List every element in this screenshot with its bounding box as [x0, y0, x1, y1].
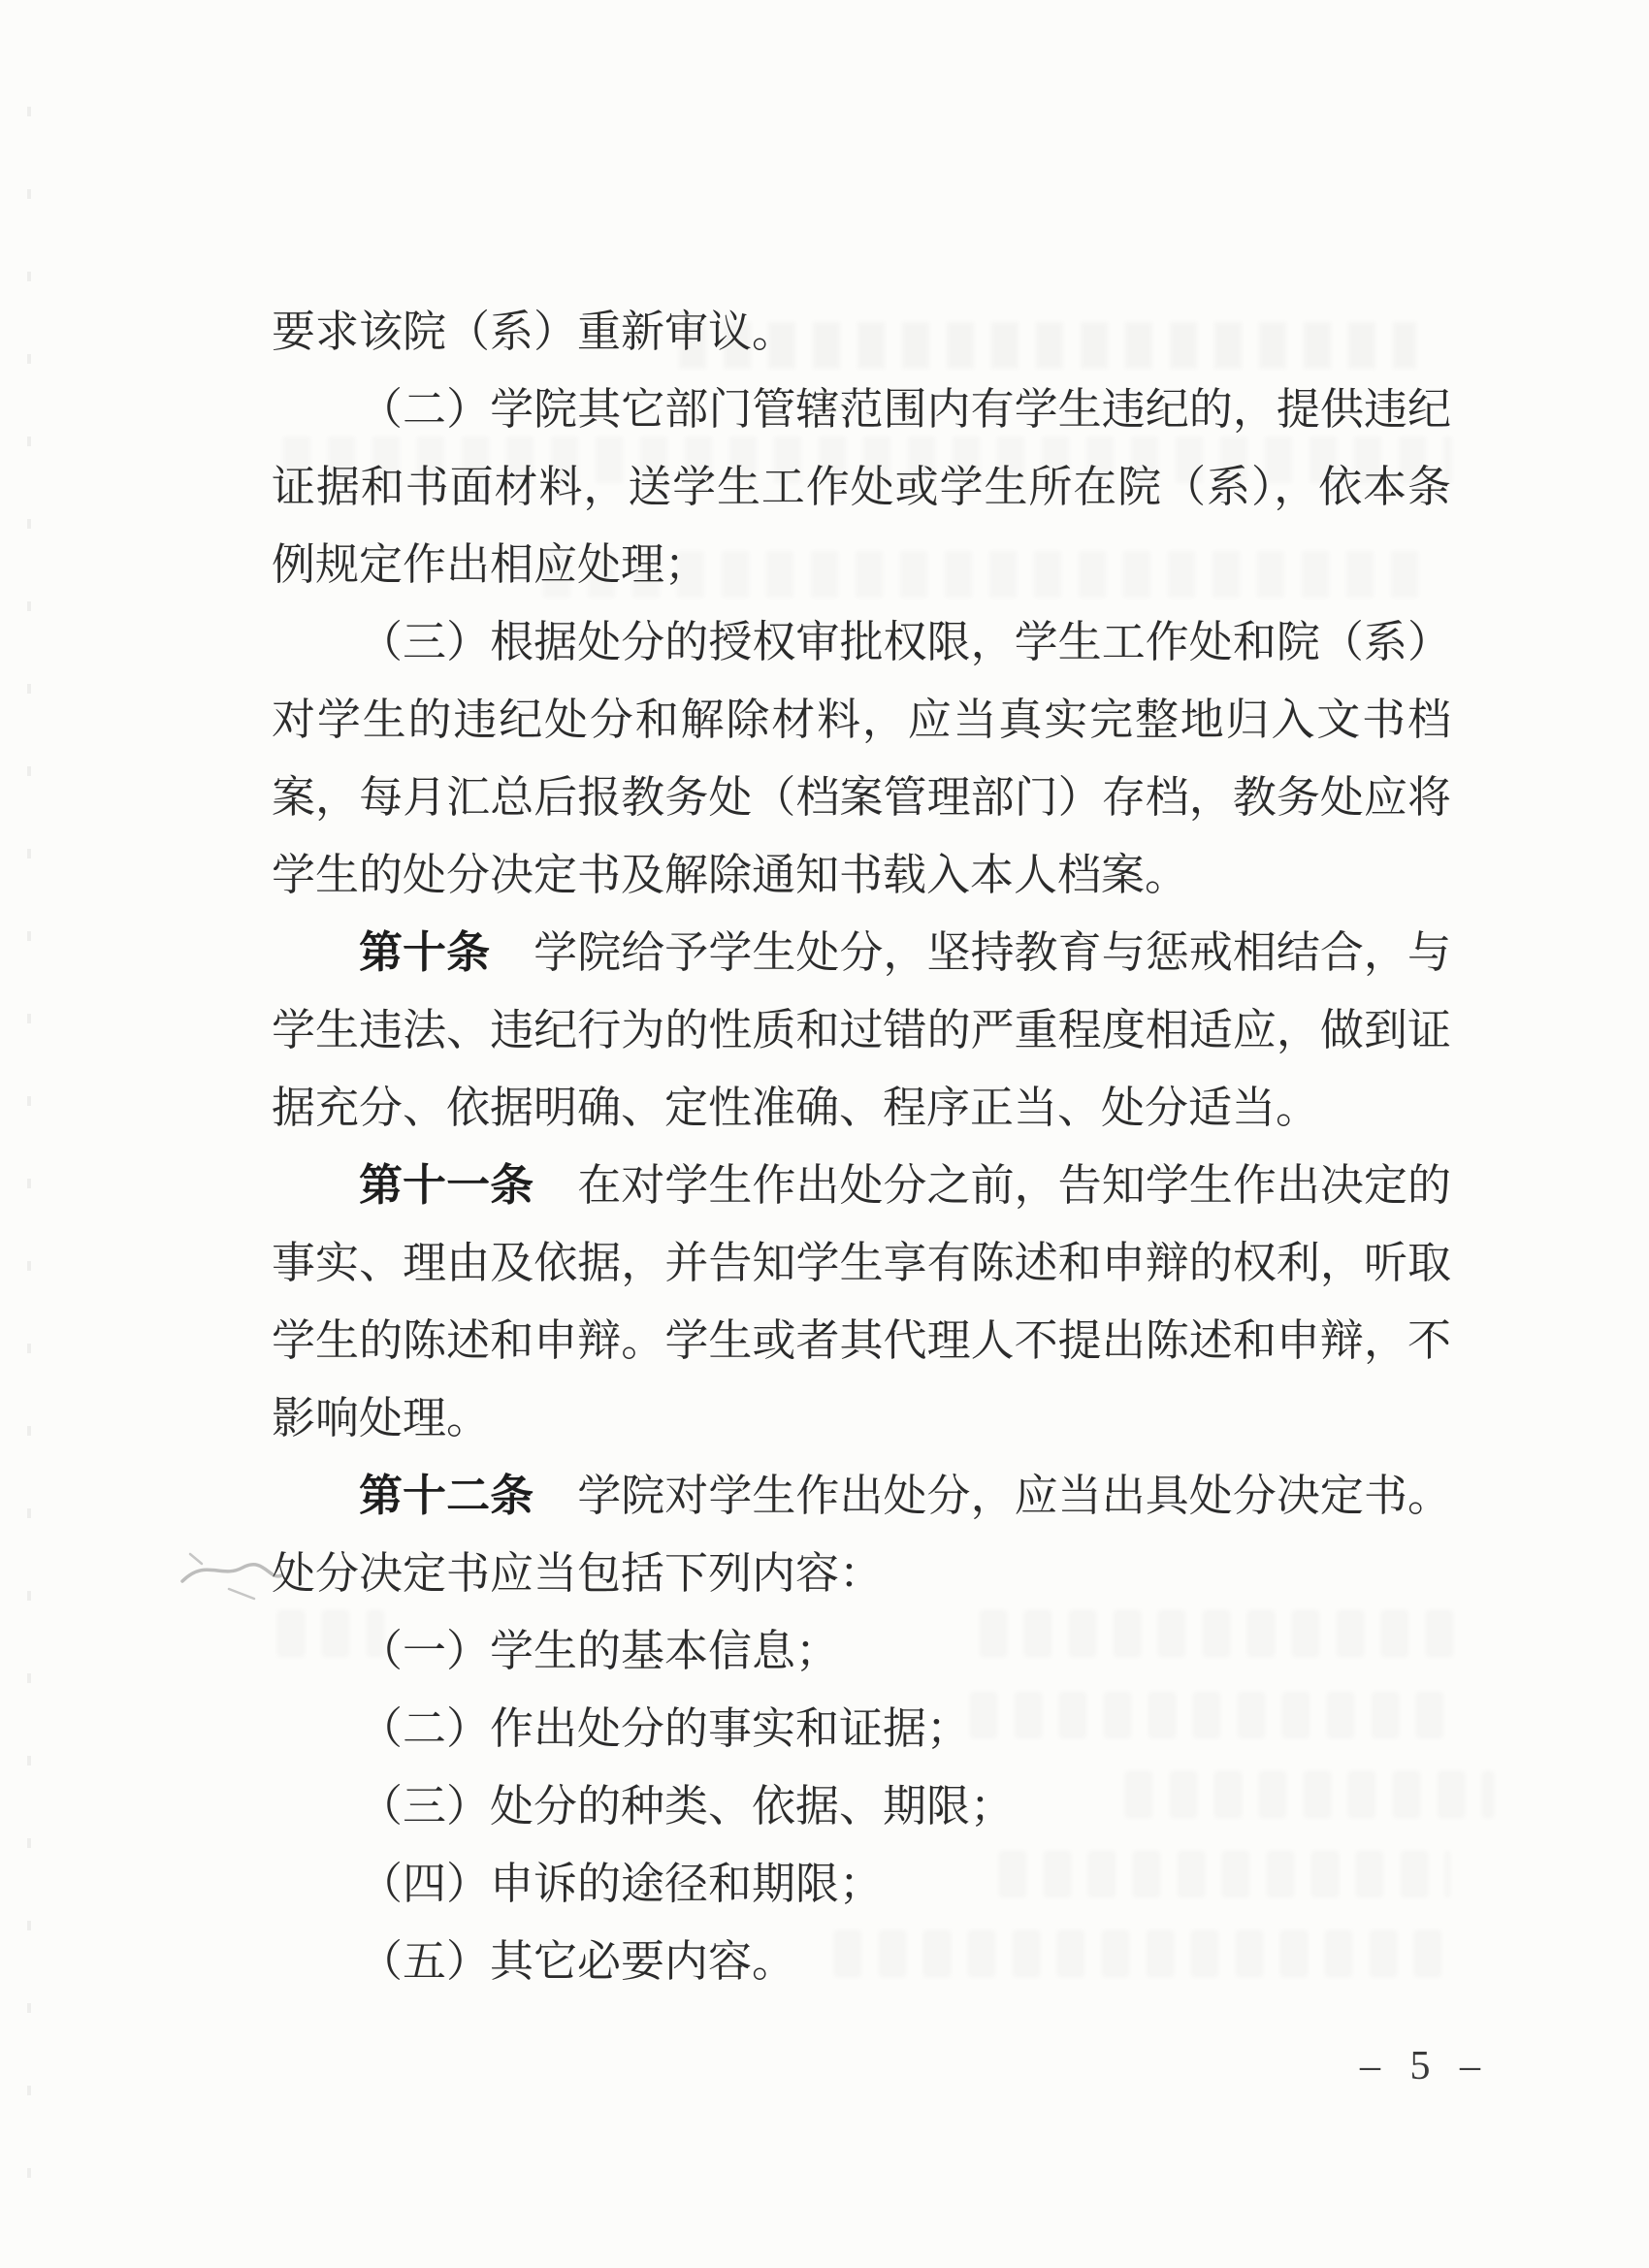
paragraph: 要求该院（系）重新审议。	[272, 308, 796, 356]
paragraph: （二）作出处分的事实和证据；	[359, 1704, 971, 1753]
paragraph: （三）处分的种类、依据、期限；	[359, 1782, 1015, 1831]
page-number: – 5 –	[1360, 2044, 1490, 2089]
paragraph: （二）学院其它部门管辖范围内有学生违纪的，提供违纪证据和书面材料，送学生工作处或学生所在院（系），依本条例规定作出相应处理；	[272, 385, 1451, 589]
article-number: 第十二条	[359, 1472, 534, 1520]
paragraph: 第十一条 在对学生作出处分之前，告知学生作出决定的事实、理由及依据，并告知学生享有陈述和申辩的权利，听取学生的陈述和申辩。学生或者其代理人不提出陈述和申辩，不影响处理。	[272, 1161, 1451, 1442]
paragraph: （三）根据处分的授权审批权限，学生工作处和院（系）对学生的违纪处分和解除材料，应当真实完整地归入文书档案，每月汇总后报教务处（档案管理部门）存档，教务处应将学生的处分决定书及解除通知书载入本人档案。	[272, 618, 1451, 899]
article-number: 第十条	[359, 928, 491, 977]
paragraph: （四）申诉的途径和期限；	[359, 1860, 884, 1908]
paragraph: 第十二条 学院对学生作出处分，应当出具处分决定书。处分决定书应当包括下列内容：	[272, 1472, 1451, 1598]
article-number: 第十一条	[359, 1161, 534, 1210]
paragraph: （一）学生的基本信息；	[359, 1627, 840, 1675]
document-text	[272, 293, 1451, 2000]
paragraph: 第十条 学院给予学生处分，坚持教育与惩戒相结合，与学生违法、违纪行为的性质和过错的严重程度相适应，做到证据充分、依据明确、定性准确、程序正当、处分适当。	[272, 928, 1451, 1132]
scan-edge-artifact	[27, 107, 31, 2183]
paragraph: （五）其它必要内容。	[359, 1937, 796, 1986]
